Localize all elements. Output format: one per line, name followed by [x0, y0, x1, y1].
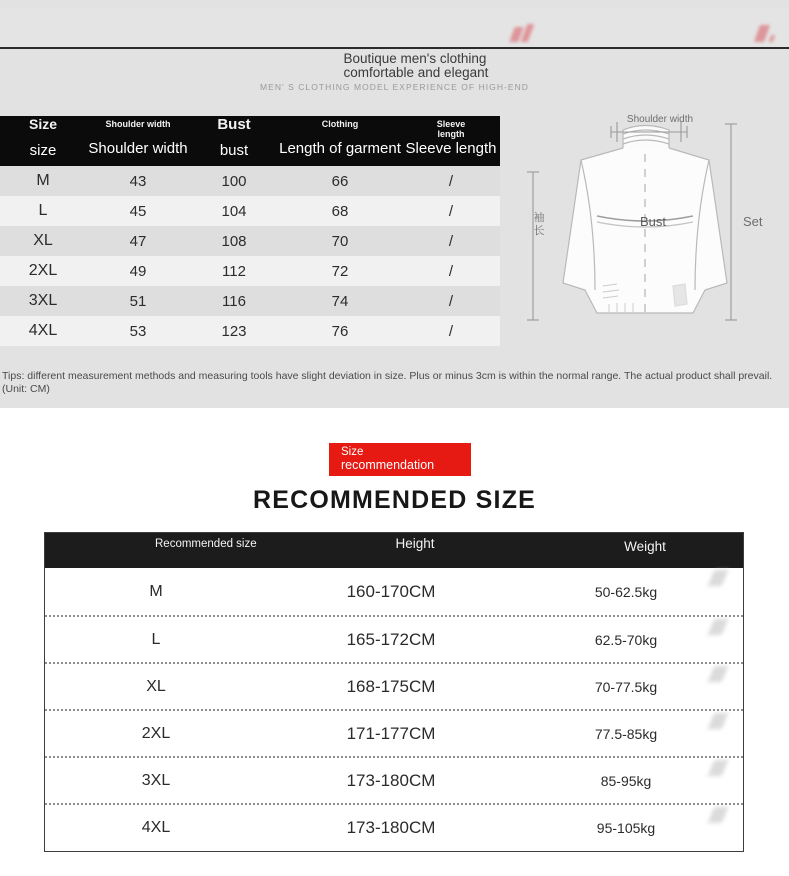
table-row	[45, 709, 743, 756]
cell-sleeve: /	[402, 166, 500, 196]
cell-length: 70	[278, 226, 402, 256]
column-header-shoulder-small: Shoulder width	[105, 119, 171, 129]
column-header-recommended-size: Recommended size	[155, 538, 257, 550]
table-row	[0, 256, 500, 286]
recommended-size-title: RECOMMENDED SIZE	[252, 486, 537, 514]
cell-bust: 108	[190, 226, 278, 256]
recommended-size-table	[44, 532, 744, 852]
size-table-header-row	[0, 116, 500, 166]
cell-sleeve: /	[402, 226, 500, 256]
badge-line-1: Size	[341, 446, 364, 458]
cell-weight: 50-62.5kg	[594, 583, 658, 600]
column-header-height: Height	[395, 536, 435, 551]
cell-height: 173-180CM	[346, 817, 436, 837]
cell-size: 3XL	[0, 286, 86, 316]
measurement-tips-text: Tips: different measurement methods and measuring tools have slight deviation in size. Plus or minus 3cm is within the normal range. The actual product shall prevail. (Unit: CM)	[2, 370, 773, 395]
cell-size: 2XL	[0, 256, 86, 286]
cell-shoulder: 43	[86, 166, 190, 196]
cell-weight: 77.5-85kg	[594, 725, 658, 742]
column-header-bust	[190, 116, 278, 166]
garment-illustration-icon	[505, 108, 789, 360]
cell-weight: 85-95kg	[600, 772, 652, 789]
badge-line-2: recommendation	[341, 458, 435, 472]
column-header-sleeve-big: Sleeve length	[405, 140, 497, 157]
column-header-size	[0, 116, 86, 166]
column-header-bust-big: bust	[219, 142, 249, 159]
diagram-label-sleeve-length: 袖长	[533, 212, 545, 237]
cell-size: XL	[0, 226, 86, 256]
diagram-label-set: Set	[743, 214, 763, 229]
cell-sleeve: /	[402, 286, 500, 316]
column-header-length-big: Length of garment	[279, 140, 401, 157]
cell-recommended-size: 2XL	[141, 724, 171, 742]
column-header-sleeve-small: Sleeve length	[436, 119, 466, 139]
cell-recommended-size: XL	[146, 677, 166, 695]
cell-length: 72	[278, 256, 402, 286]
cell-weight: 62.5-70kg	[594, 631, 658, 648]
column-header-bust-small: Bust	[217, 116, 251, 133]
cell-weight: 95-105kg	[596, 819, 656, 836]
cell-sleeve: /	[402, 316, 500, 346]
table-row	[0, 196, 500, 226]
table-row	[0, 286, 500, 316]
cell-weight: 70-77.5kg	[594, 678, 658, 695]
cell-bust: 104	[190, 196, 278, 226]
watermark-smudge-left	[512, 24, 534, 47]
table-row	[0, 316, 500, 346]
cell-height: 173-180CM	[346, 770, 436, 790]
table-row	[45, 568, 743, 615]
cell-length: 76	[278, 316, 402, 346]
table-row	[45, 662, 743, 709]
cell-length: 66	[278, 166, 402, 196]
column-header-size-small: Size	[28, 116, 57, 132]
cell-recommended-size: 4XL	[141, 818, 171, 836]
table-row	[45, 615, 743, 662]
cell-sleeve: /	[402, 196, 500, 226]
cell-bust: 123	[190, 316, 278, 346]
top-banner	[0, 8, 789, 49]
header-text-block	[0, 52, 789, 92]
watermark-smudge-right	[757, 25, 777, 47]
cell-bust: 112	[190, 256, 278, 286]
cell-bust: 116	[190, 286, 278, 316]
column-header-length	[278, 116, 402, 166]
cell-size: M	[0, 166, 86, 196]
cell-shoulder: 45	[86, 196, 190, 226]
cell-height: 160-170CM	[346, 581, 436, 601]
cell-bust: 100	[190, 166, 278, 196]
column-header-size-big: size	[29, 142, 57, 159]
column-header-sleeve	[402, 116, 500, 166]
cell-recommended-size: L	[151, 630, 161, 648]
cell-shoulder: 47	[86, 226, 190, 256]
column-header-length-small: Clothing	[321, 119, 359, 129]
cell-shoulder: 53	[86, 316, 190, 346]
cell-size: L	[0, 196, 86, 226]
column-header-shoulder	[86, 116, 190, 166]
cell-height: 165-172CM	[346, 629, 436, 649]
column-header-weight: Weight	[624, 539, 666, 554]
cell-shoulder: 51	[86, 286, 190, 316]
size-measurement-table	[0, 116, 500, 346]
table-row	[45, 756, 743, 803]
cell-shoulder: 49	[86, 256, 190, 286]
diagram-label-bust: Bust	[639, 214, 666, 229]
cell-sleeve: /	[402, 256, 500, 286]
size-recommendation-badge	[329, 443, 471, 476]
cell-recommended-size: 3XL	[141, 771, 171, 789]
header-subtitle: MEN' S CLOTHING MODEL EXPERIENCE OF HIGH-END	[259, 82, 529, 92]
cell-size: 4XL	[0, 316, 86, 346]
table-row	[45, 803, 743, 850]
cell-length: 74	[278, 286, 402, 316]
cell-recommended-size: M	[149, 582, 163, 600]
table-row	[0, 226, 500, 256]
column-header-shoulder-big: Shoulder width	[88, 140, 188, 157]
cell-height: 171-177CM	[346, 723, 436, 743]
cell-length: 68	[278, 196, 402, 226]
recommended-table-header-row	[45, 533, 743, 568]
diagram-label-shoulder-width: Shoulder width	[626, 114, 694, 125]
garment-measurement-diagram	[505, 108, 789, 360]
cell-height: 168-175CM	[346, 676, 436, 696]
product-info-section	[0, 0, 789, 408]
header-title: Boutique men's clothing comfortable and elegant	[343, 51, 489, 80]
table-row	[0, 166, 500, 196]
